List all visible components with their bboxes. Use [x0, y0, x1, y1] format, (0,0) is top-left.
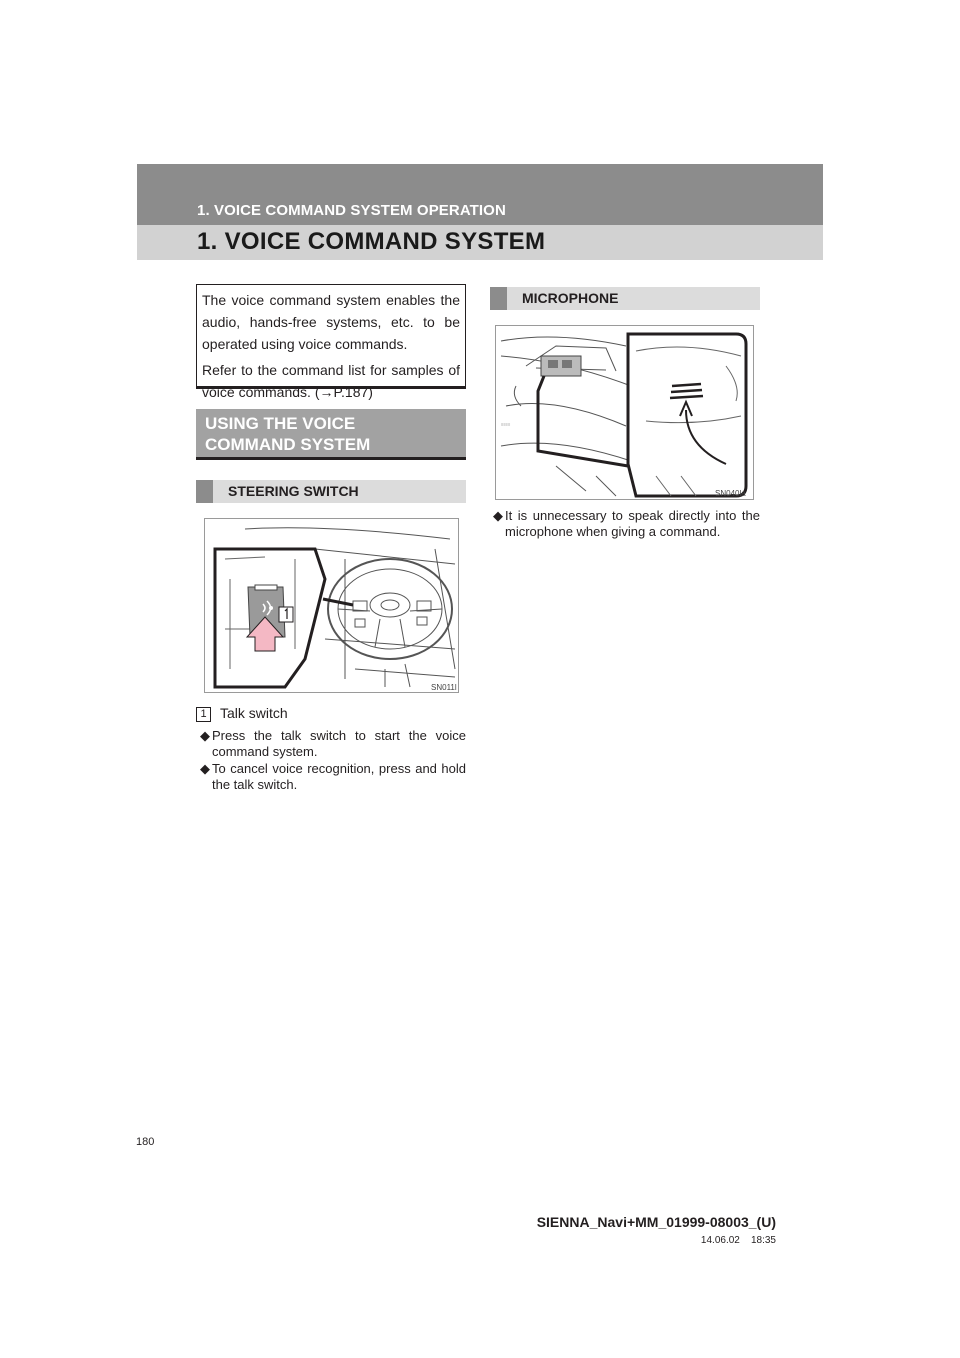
- bullet-text: Press the talk switch to start the voice command system.: [212, 728, 466, 759]
- microphone-heading-text: MICROPHONE: [522, 290, 619, 306]
- steering-switch-heading: [196, 480, 466, 503]
- section-heading: [205, 413, 370, 455]
- heading-marker: [196, 480, 213, 503]
- callout-label: Talk switch: [220, 705, 288, 721]
- figure-code: SN011l: [431, 683, 457, 692]
- intro-box: [196, 284, 466, 400]
- bullet-diamond-icon: ◆: [200, 761, 210, 776]
- microphone-figure: [495, 325, 754, 500]
- bullet-text: It is unnecessary to speak directly into the microphone when giving a command.: [505, 508, 760, 539]
- list-item: [493, 508, 760, 540]
- microphone-illustration: [496, 326, 754, 500]
- list-item: [200, 761, 466, 793]
- svg-text:≡≡≡≡: ≡≡≡≡: [501, 422, 511, 427]
- list-item: [200, 728, 466, 760]
- page-number: 180: [136, 1136, 155, 1148]
- intro-paragraph: The voice command system enables the audio, hands-free systems, etc. to be operated using voice commands.: [202, 292, 460, 352]
- talk-switch-callout: [196, 705, 288, 722]
- bullet-diamond-icon: ◆: [200, 728, 210, 743]
- print-date: 14.06.02 18:35: [700, 1235, 776, 1246]
- document-id: SIENNA_Navi+MM_01999-08003_(U): [536, 1214, 776, 1230]
- page-title: 1. VOICE COMMAND SYSTEM: [197, 228, 546, 255]
- heading-marker: [490, 287, 507, 310]
- microphone-heading: [490, 287, 760, 310]
- bullet-text: To cancel voice recognition, press and hold the talk switch.: [212, 761, 466, 792]
- figure-code: SN040la: [715, 489, 746, 498]
- callout-number: 1: [196, 707, 211, 722]
- bullet-diamond-icon: ◆: [493, 508, 503, 523]
- steering-wheel-illustration: [205, 519, 459, 693]
- intro-paragraph-reference: Refer to the command list for samples of voice commands. (→P.187): [202, 362, 460, 400]
- section-heading-box: [196, 409, 466, 460]
- steering-switch-heading-text: STEERING SWITCH: [228, 483, 359, 499]
- section-label: 1. VOICE COMMAND SYSTEM OPERATION: [197, 202, 506, 219]
- section-heading-line-2: COMMAND SYSTEM: [205, 435, 371, 454]
- steering-switch-figure: [204, 518, 459, 693]
- section-heading-line-1: USING THE VOICE: [205, 414, 356, 433]
